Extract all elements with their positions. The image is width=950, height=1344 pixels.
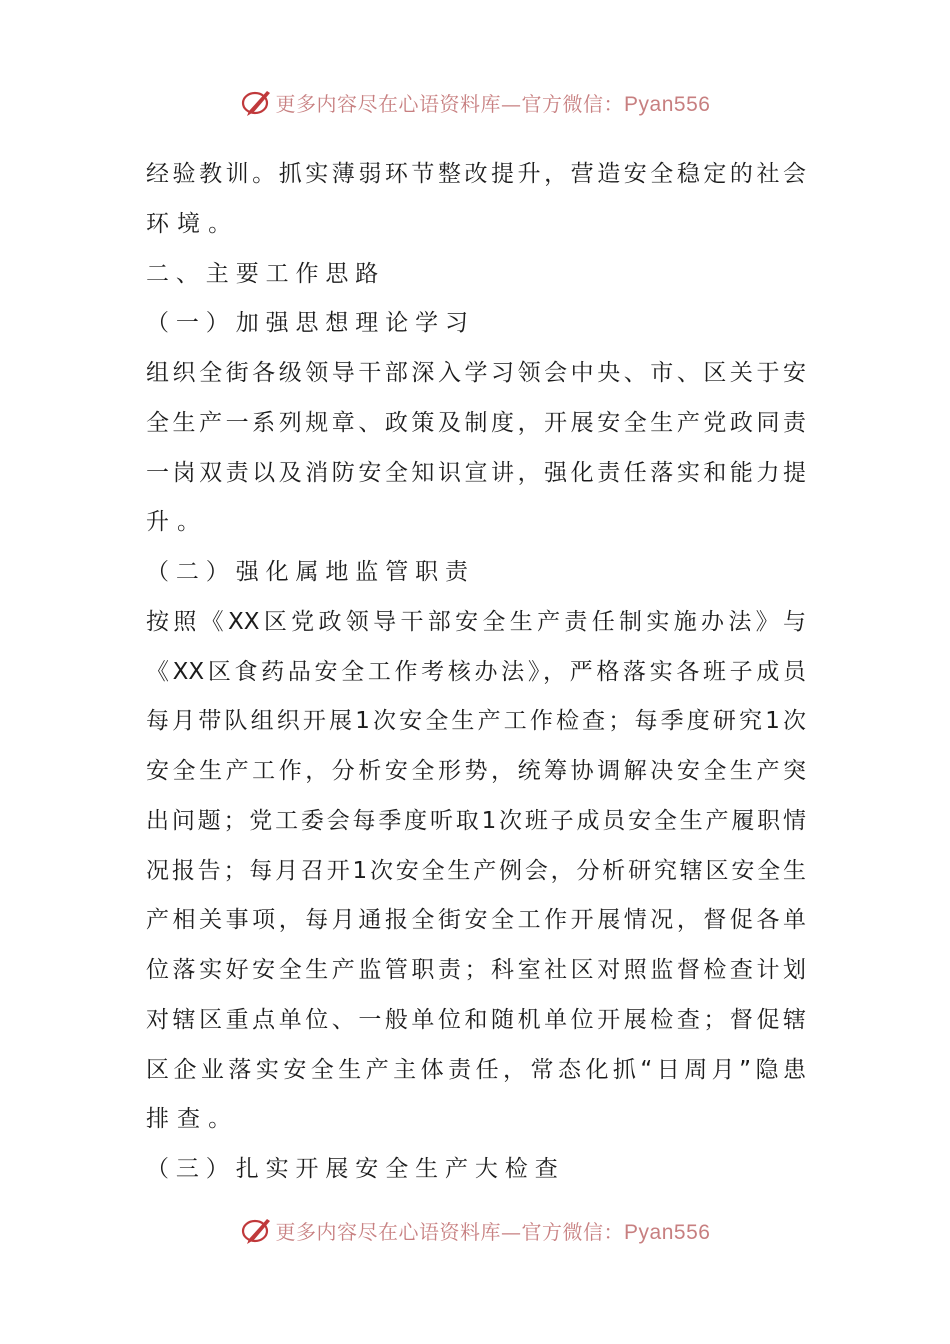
quill-pen-logo-icon	[240, 1213, 274, 1247]
subsection-heading: （二）强化属地监管职责	[146, 559, 475, 585]
quill-pen-logo-icon	[240, 85, 274, 119]
body-line: 出问题；党工委会每季度听取1次班子成员安全生产履职情	[146, 807, 806, 834]
body-line: 产相关事项，每月通报全街安全工作开展情况，督促各单	[146, 907, 806, 934]
header-banner	[0, 80, 950, 124]
body-line: 组织全街各级领导干部深入学习领会中央、市、区关于安	[146, 360, 806, 386]
body-line: 对辖区重点单位、一般单位和随机单位开展检查；督促辖	[146, 1006, 806, 1033]
footer-banner	[0, 1208, 950, 1252]
document-body	[146, 150, 806, 1195]
body-line: 位落实好安全生产监管职责；科室社区对照监督检查计划	[146, 957, 806, 983]
body-line: 经验教训。抓实薄弱环节整改提升，营造安全稳定的社会	[146, 161, 806, 187]
body-line: 区企业落实安全生产主体责任，常态化抓“日周月”隐患	[146, 1056, 806, 1083]
wechat-id: Pyan556	[624, 1220, 711, 1244]
body-line: 按照《XX区党政领导干部安全生产责任制实施办法》与	[146, 608, 806, 635]
subsection-heading: （三）扎实开展安全生产大检查	[146, 1156, 565, 1182]
body-line: 《XX区食药品安全工作考核办法》，严格落实各班子成员	[146, 658, 806, 685]
section-heading: 二、主要工作思路	[146, 260, 386, 287]
body-line: 每月带队组织开展1次安全生产工作检查；每季度研究1次	[146, 708, 806, 735]
body-line: 排查。	[146, 1106, 240, 1133]
body-line: 况报告；每月召开1次安全生产例会，分析研究辖区安全生	[146, 857, 806, 884]
body-line: 环境。	[146, 210, 240, 237]
banner-text: 更多内容尽在心语资料库—官方微信：Pyan556	[275, 1219, 711, 1244]
wechat-id: Pyan556	[624, 92, 711, 116]
body-line: 一岗双责以及消防安全知识宣讲，强化责任落实和能力提	[146, 459, 806, 486]
body-line: 升。	[146, 509, 209, 536]
subsection-heading: （一）加强思想理论学习	[146, 310, 475, 337]
body-line: 全生产一系列规章、政策及制度，开展安全生产党政同责	[146, 409, 806, 436]
banner-text: 更多内容尽在心语资料库—官方微信：Pyan556	[275, 91, 711, 116]
body-line: 安全生产工作，分析安全形势，统筹协调解决安全生产突	[146, 758, 806, 784]
